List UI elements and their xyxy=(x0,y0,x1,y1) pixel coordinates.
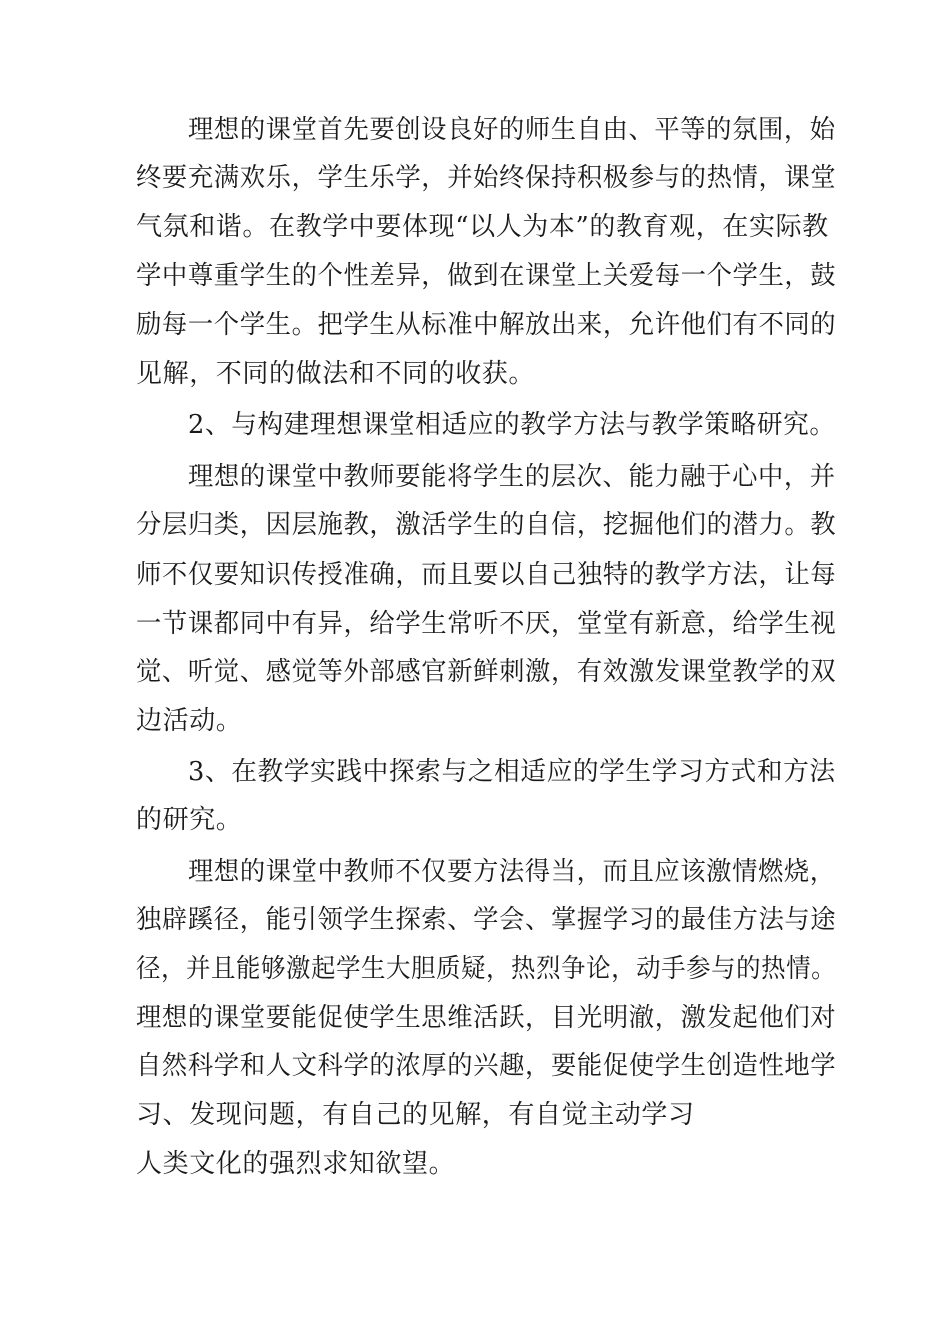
text-line: 人类文化的强烈求知欲望。 xyxy=(136,1149,456,1179)
text-line: 理想的课堂中教师不仅要方法得当，而且应该激情燃烧， xyxy=(188,857,836,887)
text-line: 一节课都同中有异，给学生常听不厌，堂堂有新意，给学生视 xyxy=(136,609,837,639)
text-line: 师不仅要知识传授准确，而且要以自己独特的教学方法，让每 xyxy=(136,560,837,590)
text-line: 理想的课堂要能促使学生思维活跃，目光明澈，激发起他们对 xyxy=(136,1003,837,1033)
text-line: 气氛和谐。在教学中要体现“以人为本”的教育观，在实际教 xyxy=(136,212,829,242)
section-heading: 2、与构建理想课堂相适应的教学方法与教学策略研究。 xyxy=(188,410,836,440)
text-line: 学中尊重学生的个性差异，做到在课堂上关爱每一个学生，鼓 xyxy=(136,261,837,291)
section-heading: 3、在教学实践中探索与之相适应的学生学习方式和方法 xyxy=(188,757,836,787)
text-line: 自然科学和人文科学的浓厚的兴趣，要能促使学生创造性地学 xyxy=(136,1051,837,1081)
text-line: 径，并且能够激起学生大胆质疑，热烈争论，动手参与的热情。 xyxy=(136,954,837,984)
text-line: 觉、听觉、感觉等外部感官新鲜刺激，有效激发课堂教学的双 xyxy=(136,657,837,687)
text-line: 励每一个学生。把学生从标准中解放出来，允许他们有不同的 xyxy=(136,310,837,340)
text-line: 理想的课堂首先要创设良好的师生自由、平等的氛围，始 xyxy=(188,115,836,145)
text-line: 理想的课堂中教师要能将学生的层次、能力融于心中，并 xyxy=(188,462,836,492)
text-line: 独辟蹊径，能引领学生探索、学会、掌握学习的最佳方法与途 xyxy=(136,905,837,935)
text-line: 分层归类，因层施教，激活学生的自信，挖掘他们的潜力。教 xyxy=(136,510,837,540)
text-line: 见解，不同的做法和不同的收获。 xyxy=(136,359,536,389)
text-line: 边活动。 xyxy=(136,706,243,736)
text-line: 终要充满欢乐，学生乐学，并始终保持积极参与的热情，课堂 xyxy=(136,163,837,193)
section-heading-continued: 的研究。 xyxy=(136,805,243,835)
text-line: 习、发现问题，有自己的见解，有自觉主动学习 xyxy=(136,1100,695,1130)
